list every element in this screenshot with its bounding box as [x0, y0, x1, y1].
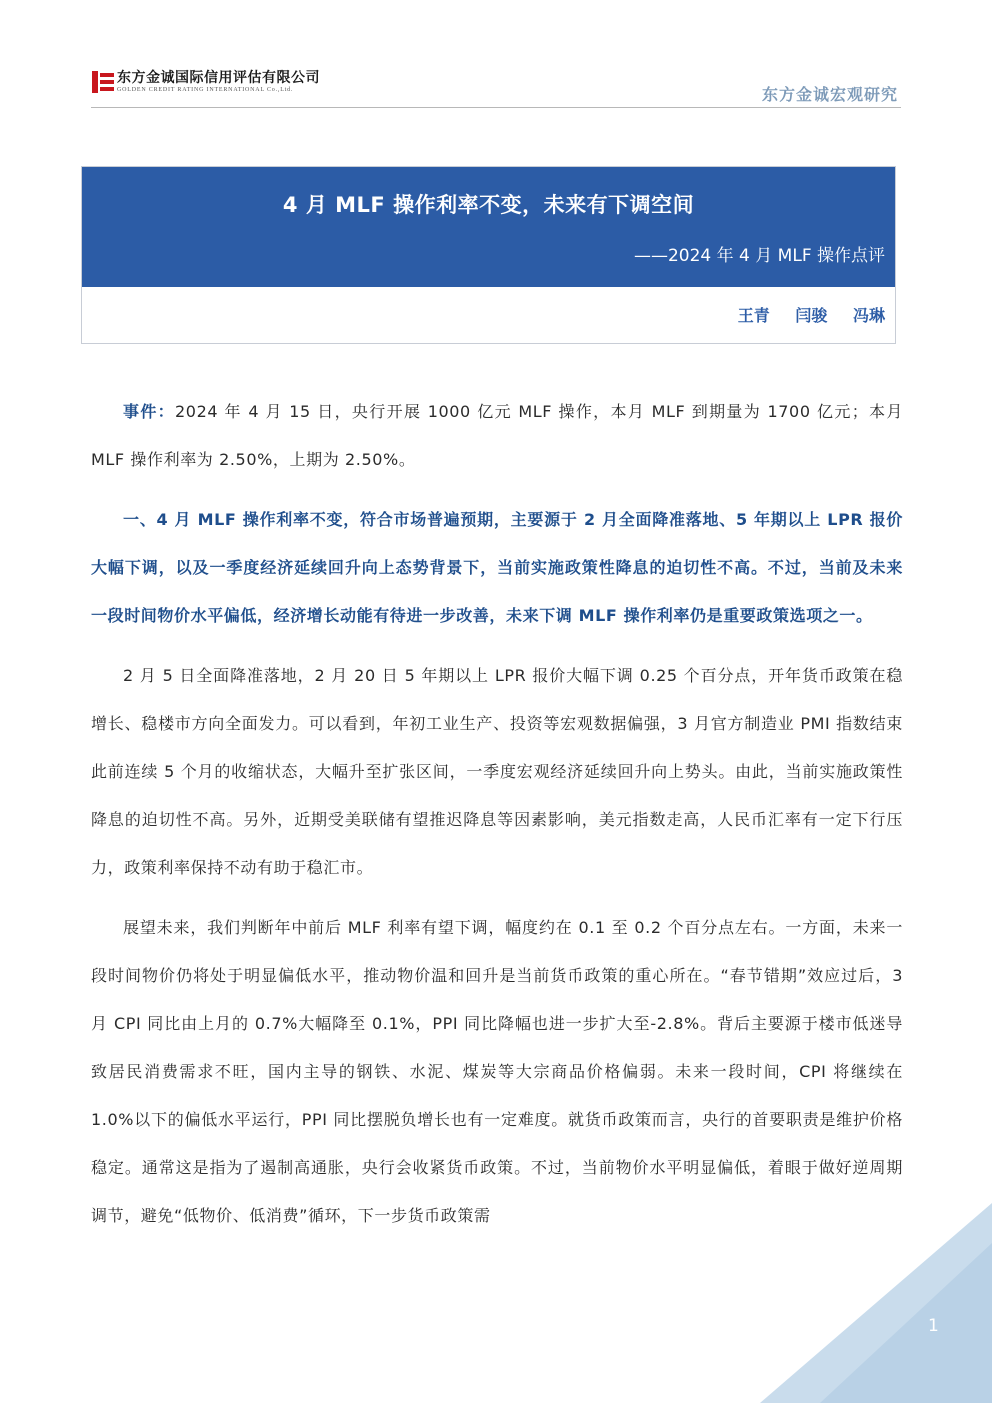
event-paragraph [91, 388, 903, 484]
title-band [82, 167, 895, 287]
report-body [91, 388, 903, 1252]
logo-company-name: 东方金诚国际信用评估有限公司 [117, 70, 320, 86]
page-header [0, 0, 992, 110]
page-number: 1 [928, 1316, 939, 1336]
body-paragraph: 2 月 5 日全面降准落地，2 月 20 日 5 年期以上 LPR 报价大幅下调 0.25 个百分点，开年货币政策在稳增长、稳楼市方向全面发力。可以看到，年初工业生产、投资等宏观数据偏强，3 月官方制造业 PMI 指数结束此前连续 5 个月的收缩状态，大幅升至扩张区间，一季度宏观经济延续回升向上势头。由此，当前实施政策性降息的迫切性不高。另外，近期受美联储有望推迟降息等因素影响，美元指数走高，人民币汇率有一定下行压力，政策利率保持不动有助于稳汇市。 [91, 666, 903, 877]
event-label: 事件： [123, 402, 176, 421]
event-text: 2024 年 4 月 15 日，央行开展 1000 亿元 MLF 操作，本月 MLF 到期量为 1700 亿元；本月 MLF 操作利率为 2.50%，上期为 2.50%。 [91, 402, 903, 469]
series-name: 东方金诚宏观研究 [761, 85, 898, 104]
body-paragraph: 展望未来，我们判断年中前后 MLF 利率有望下调，幅度约在 0.1 至 0.2 个百分点左右。一方面，未来一段时间物价仍将处于明显偏低水平，推动物价温和回升是当前货币政策的重心所在。“春节错期”效应过后，3 月 CPI 同比由上月的 0.7%大幅降至 0.1%，PPI 同比降幅也进一步扩大至-2.8%。背后主要源于楼市低迷导致居民消费需求不旺，国内主导的钢铁、水泥、煤炭等大宗商品价格偏弱。未来一段时间，CPI 将继续在 1.0%以下的偏低水平运行，PPI 同比摆脱负增长也有一定难度。就货币政策而言，央行的首要职责是维护价格稳定。通常这是指为了遏制高通胀，央行会收紧货币政策。不过，当前物价水平明显偏低，着眼于做好逆周期调节，避免“低物价、低消费”循环，下一步货币政策需 [91, 918, 903, 1225]
key-point-paragraph: 一、4 月 MLF 操作利率不变，符合市场普遍预期，主要源于 2 月全面降准落地、5 年期以上 LPR 报价大幅下调，以及一季度经济延续回升向上态势背景下，当前实施政策性降息的迫切性不高。不过，当前及未来一段时间物价水平偏低，经济增长动能有待进一步改善，未来下调 MLF 操作利率仍是重要政策选项之一。 [91, 510, 903, 625]
logo-mark-icon [92, 71, 114, 93]
company-logo [92, 70, 320, 94]
author-name: 冯琳 [852, 306, 885, 325]
author-name: 闫骏 [795, 306, 828, 325]
author-list [718, 303, 885, 326]
logo-company-english: GOLDEN CREDIT RATING INTERNATIONAL Co.,Ltd. [117, 87, 294, 93]
report-subtitle: ——2024 年 4 月 MLF 操作点评 [633, 246, 885, 266]
report-title: 4 月 MLF 操作利率不变，未来有下调空间 [282, 193, 695, 217]
corner-decoration [760, 1203, 992, 1403]
author-name: 王青 [737, 306, 770, 325]
header-divider [91, 107, 901, 108]
title-box [81, 166, 896, 344]
